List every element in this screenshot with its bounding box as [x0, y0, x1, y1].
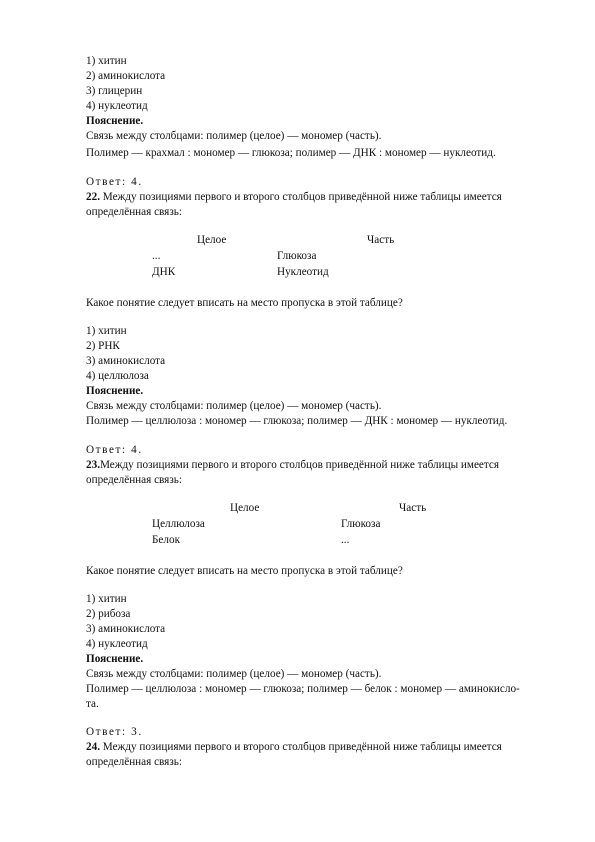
answer-line: Ответ: 4.	[86, 176, 143, 188]
option-4: 4) нуклеотид	[86, 638, 148, 650]
option-3: 3) аминокислота	[86, 623, 166, 635]
table-header-whole: Целое	[197, 234, 227, 246]
option-4: 4) нуклеотид	[86, 100, 148, 112]
explanation-line: Полимер — целлюлоза : мономер — глюкоза; полимер — белок : мономер — аминокисло-	[86, 683, 520, 695]
question-24-line-1	[86, 740, 502, 754]
explanation-heading: Пояснение.	[86, 115, 144, 127]
explanation-line: Связь между столбцами: полимер (целое) — мономер (часть).	[86, 400, 382, 412]
explanation-line: Связь между столбцами: полимер (целое) — мономер (часть).	[86, 130, 382, 142]
table-header-whole: Целое	[230, 502, 260, 514]
explanation-line: Полимер — крахмал : мономер — глюкоза; полимер — ДНК : мономер — нуклеотид.	[86, 147, 496, 159]
table-cell: Глюкоза	[277, 250, 317, 262]
table-cell: Белок	[152, 534, 181, 546]
table-cell: ...	[341, 534, 350, 546]
prompt-line: Какое понятие следует вписать на место пропуска в этой таблице?	[86, 565, 403, 577]
table-cell: Целлюлоза	[152, 518, 205, 530]
answer-line: Ответ: 4.	[86, 444, 143, 456]
question-number: 22.	[86, 191, 100, 203]
table-cell: Глюкоза	[341, 518, 381, 530]
table-header-part: Часть	[367, 234, 395, 246]
table-cell: ДНК	[152, 266, 176, 278]
prompt-line: Какое понятие следует вписать на место пропуска в этой таблице?	[86, 297, 403, 309]
question-number: 24.	[86, 741, 100, 753]
option-1: 1) хитин	[86, 55, 127, 67]
option-2: 2) рибоза	[86, 608, 131, 620]
explanation-line: та.	[86, 698, 99, 710]
question-text: Между позициями первого и второго столбцов приведённой ниже таблицы имеется	[99, 459, 500, 471]
option-2: 2) аминокислота	[86, 70, 166, 82]
option-4: 4) целлюлоза	[86, 370, 149, 382]
option-3: 3) глицерин	[86, 85, 143, 97]
option-2: 2) РНК	[86, 340, 120, 352]
option-1: 1) хитин	[86, 593, 127, 605]
explanation-heading: Пояснение.	[86, 653, 144, 665]
table-cell: ...	[152, 250, 161, 262]
table-header-part: Часть	[399, 502, 427, 514]
option-3: 3) аминокислота	[86, 355, 166, 367]
option-1: 1) хитин	[86, 325, 127, 337]
table-cell: Нуклеотид	[277, 266, 329, 278]
answer-line: Ответ: 3.	[86, 726, 143, 738]
question-number: 23.	[86, 459, 100, 471]
explanation-line: Связь между столбцами: полимер (целое) — мономер (часть).	[86, 668, 382, 680]
question-text: Между позициями первого и второго столбцов приведённой ниже таблицы имеется	[102, 741, 502, 753]
question-23-line-2: определённая связь:	[86, 474, 182, 486]
explanation-heading: Пояснение.	[86, 385, 144, 397]
question-22-line-2: определённая связь:	[86, 206, 182, 218]
question-24-line-2: определённая связь:	[86, 756, 182, 768]
question-23-line-1	[86, 458, 499, 472]
question-22-line-1	[86, 190, 502, 204]
explanation-line: Полимер — целлюлоза : мономер — глюкоза; полимер — ДНК : мономер — нуклеотид.	[86, 415, 508, 427]
question-text: Между позициями первого и второго столбцов приведённой ниже таблицы имеется	[102, 191, 502, 203]
